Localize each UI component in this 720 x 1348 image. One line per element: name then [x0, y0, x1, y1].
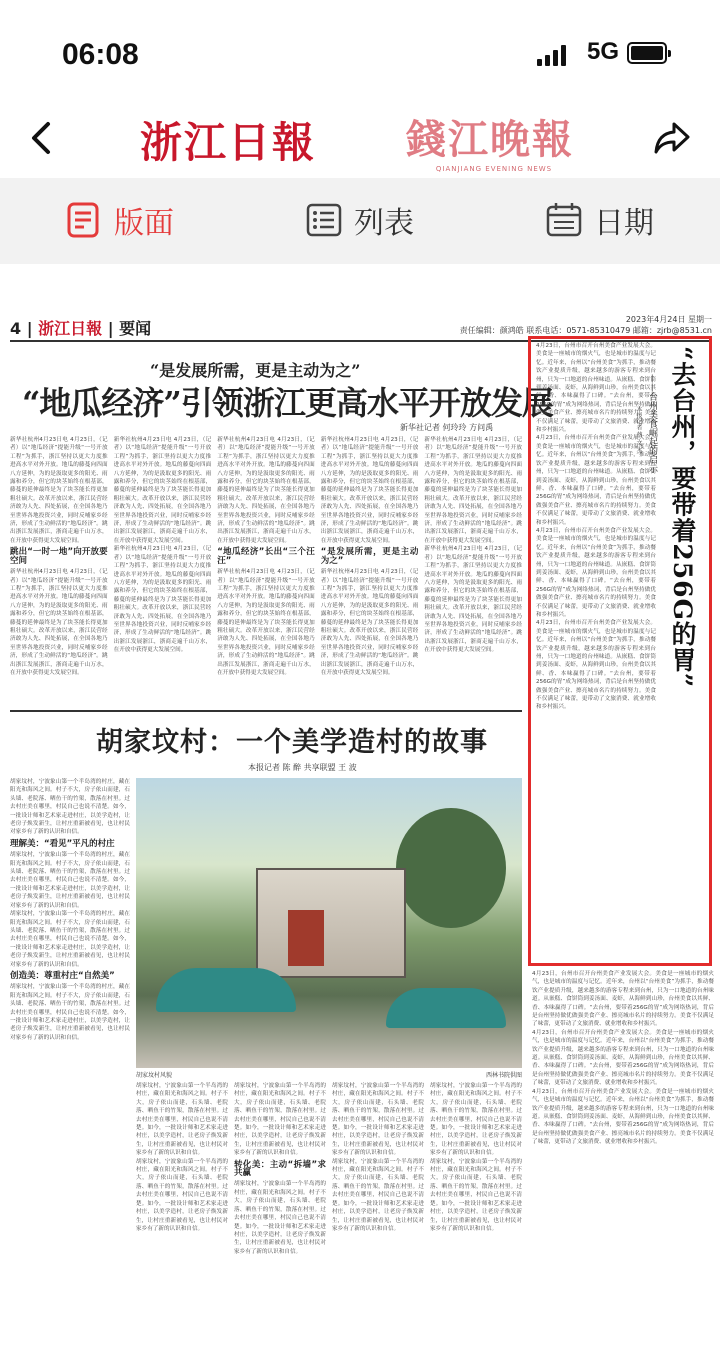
feature-body-1c: 胡家坟村，宁波象山第一个半岛湾的村庄，藏在阳光和海风之间。村子不大，房子依山而建，石头墙、老院落、晒鱼干的竹架，散落在村里。过去村庄美在哪里，村民自己也说不清楚。如今，一批设计师和艺术家走进村庄，以美学造村，让老房子焕发新生，让村庄重新被看见，也让村民对家乡有了新的认识和自信。 — [10, 911, 130, 968]
side-body-7: 4月23日，台州市召开台州美食产业发展大会。美食是一座城市的烟火气，也是城市的温度与记忆。近年来，台州以“台州美食”为抓手，推动餐饮产业提质升级，越来越多的游客专程来到台州，只为一口地道的台州味道。从嵌糕、食饼筒到姜汤面、麦虾，从海鲜到山珍，台州美食以其鲜、香、本味赢得了口碑。“去台州，要带着256G的胃”成为网络热词，背后是台州坚持做优做强美食产业、擦亮城市名片的持续努力。美食不仅满足了味蕾，更带动了文旅消费、就业增收和乡村振兴。 — [532, 1088, 714, 1146]
lead-byline: 新华社记者 何玲玲 方问禹 — [400, 423, 494, 432]
share-icon[interactable] — [650, 116, 694, 160]
divider — [10, 710, 522, 712]
side-body-4: 4月23日，台州市召开台州美食产业发展大会。美食是一座城市的烟火气，也是城市的温度与记忆。近年来，台州以“台州美食”为抓手，推动餐饮产业提质升级，越来越多的游客专程来到台州，只为一口地道的台州味道。从嵌糕、食饼筒到姜汤面、麦虾，从海鲜到山珍，台州美食以其鲜、香、本味赢得了口碑。“去台州，要带着256G的胃”成为网络热词，背后是台州坚持做优做强美食产业、擦亮城市名片的持续努力。美食不仅满足了味蕾，更带动了文旅消费、就业增收和乡村振兴。 — [536, 620, 656, 711]
app-top-bar — [0, 100, 720, 178]
lead-body-3: 新华社杭州4月23日电 4月23日，（记者）以“地瓜经济”提能升级“一号开放工程”为抓手，浙江坚持以更大力度推进高水平对外开放。地瓜的藤蔓向四面八方延伸，为的是汲取更多的阳光、雨露和养分，但它的块茎始终在根基部，藤蔓的延伸最终是为了块茎能长得更加粗壮硕大。改革开放以来，浙江民营经济敢为人先、四处拓展，在全国各地乃至世界各地投资兴业，同时反哺家乡经济，形成了生动鲜活的“地瓜经济”。跳出浙江发展浙江，浙商走遍千山万水，在开放中获得更大发展空间。 — [217, 437, 315, 544]
newspaper-page[interactable] — [0, 264, 720, 1348]
photo-window — [288, 910, 324, 966]
battery-icon — [627, 42, 667, 64]
lead-subhead-2: “地瓜经济”长出“三个汪汪” — [217, 547, 315, 566]
paper-tab-qianjiang-title: 錢江晚報 — [406, 116, 574, 163]
feature-body-1d: 胡家坟村，宁波象山第一个半岛湾的村庄，藏在阳光和海风之间。村子不大，房子依山而建，石头墙、老院落、晒鱼干的竹架，散落在村里。过去村庄美在哪里，村民自己也说不清楚。如今，一批设计师和艺术家走进村庄，以美学造村，让老房子焕发新生，让村庄重新被看见，也让村民对家乡有了新的认识和自信。 — [10, 984, 130, 1041]
lead-subhead-1: 跳出“一时一地”向开放要空间 — [10, 547, 108, 566]
paper-tab-zhejiang-daily[interactable]: 浙江日報 — [140, 118, 317, 167]
lead-body-1: 新华社杭州4月23日电 4月23日，（记者）以“地瓜经济”提能升级“一号开放工程”为抓手，浙江坚持以更大力度推进高水平对外开放。地瓜的藤蔓向四面八方延伸，为的是汲取更多的阳光、雨露和养分，但它的块茎始终在根基部，藤蔓的延伸最终是为了块茎能长得更加粗壮硕大。改革开放以来，浙江民营经济敢为人先、四处拓展，在全国各地乃至世界各地投资兴业，同时反哺家乡经济，形成了生动鲜活的“地瓜经济”。跳出浙江发展浙江，浙商走遍千山万水，在开放中获得更大发展空间。 — [10, 437, 108, 544]
tab-layout[interactable] — [66, 198, 174, 242]
side-article-subtitle: ——台州美食崛起的启示 — [647, 374, 657, 473]
photo-caption-left: 胡家坟村风貌 — [136, 1072, 173, 1079]
lead-subhead-3: “是发展所需，更是主动为之” — [320, 547, 419, 566]
page-number: 4 — [10, 319, 22, 338]
side-article-continued[interactable] — [532, 970, 714, 1346]
feature-column-d — [430, 1082, 522, 1342]
page-meta — [460, 314, 712, 336]
lead-body-2: 新华社杭州4月23日电 4月23日，（记者）以“地瓜经济”提能升级“一号开放工程”为抓手，浙江坚持以更大力度推进高水平对外开放。地瓜的藤蔓向四面八方延伸，为的是汲取更多的阳光、雨露和养分，但它的块茎始终在根基部，藤蔓的延伸最终是为了块茎能长得更加粗壮硕大。改革开放以来，浙江民营经济敢为人先、四处拓展，在全国各地乃至世界各地投资兴业，同时反哺家乡经济，形成了生动鲜活的“地瓜经济”。跳出浙江发展浙江，浙商走遍千山万水，在开放中获得更大发展空间。 — [113, 437, 212, 544]
list-icon — [306, 201, 342, 239]
photo-caption — [136, 1070, 522, 1079]
photo-umbrella — [156, 968, 296, 1012]
feature-subhead-1: 理解美：“看见”平凡的村庄 — [10, 838, 115, 849]
lead-column-5 — [424, 436, 522, 704]
feature-column-b — [234, 1082, 326, 1342]
photo-building — [256, 868, 406, 978]
lead-body-3b: 新华社杭州4月23日电 4月23日，（记者）以“地瓜经济”提能升级“一号开放工程”为抓手，浙江坚持以更大力度推进高水平对外开放。地瓜的藤蔓向四面八方延伸，为的是汲取更多的阳光、雨露和养分，但它的块茎始终在根基部，藤蔓的延伸最终是为了块茎能长得更加粗壮硕大。改革开放以来，浙江民营经济敢为人先、四处拓展，在全国各地乃至世界各地投资兴业，同时反哺家乡经济，形成了生动鲜活的“地瓜经济”。跳出浙江发展浙江，浙商走遍千山万水，在开放中获得更大发展空间。 — [217, 569, 315, 676]
lead-column-3 — [217, 436, 315, 704]
lead-column-1 — [10, 436, 108, 704]
feature-column-c — [332, 1082, 424, 1342]
side-body-2: 4月23日，台州市召开台州美食产业发展大会。美食是一座城市的烟火气，也是城市的温度与记忆。近年来，台州以“台州美食”为抓手，推动餐饮产业提质升级，越来越多的游客专程来到台州，只为一口地道的台州味道。从嵌糕、食饼筒到姜汤面、麦虾，从海鲜到山珍，台州美食以其鲜、香、本味赢得了口碑。“去台州，要带着256G的胃”成为网络热词，背后是台州坚持做优做强美食产业、擦亮城市名片的持续努力。美食不仅满足了味蕾，更带动了文旅消费、就业增收和乡村振兴。 — [536, 435, 656, 526]
feature-body-d: 胡家坟村，宁波象山第一个半岛湾的村庄，藏在阳光和海风之间。村子不大，房子依山而建，石头墙、老院落、晒鱼干的竹架，散落在村里。过去村庄美在哪里，村民自己也说不清楚。如今，一批设计师和艺术家走进村庄，以美学造村，让老房子焕发新生，让村庄重新被看见，也让村民对家乡有了新的认识和自信。 — [430, 1083, 522, 1157]
paper-tab-qianjiang-evening[interactable] — [406, 108, 582, 173]
feature-body-d2: 胡家坟村，宁波象山第一个半岛湾的村庄，藏在阳光和海风之间。村子不大，房子依山而建，石头墙、老院落、晒鱼干的竹架，散落在村里。过去村庄美在哪里，村民自己也说不清楚。如今，一批设计师和艺术家走进村庄，以美学造村，让老房子焕发新生，让村庄重新被看见，也让村民对家乡有了新的认识和自信。 — [430, 1158, 522, 1232]
view-tabs — [0, 178, 720, 264]
feature-body-b2: 胡家坟村，宁波象山第一个半岛湾的村庄，藏在阳光和海风之间。村子不大，房子依山而建，石头墙、老院落、晒鱼干的竹架，散落在村里。过去村庄美在哪里，村民自己也说不清楚。如今，一批设计师和艺术家走进村庄，以美学造村，让老房子焕发新生，让村庄重新被看见，也让村民对家乡有了新的认识和自信。 — [234, 1181, 326, 1255]
feature-body-c: 胡家坟村，宁波象山第一个半岛湾的村庄，藏在阳光和海风之间。村子不大，房子依山而建，石头墙、老院落、晒鱼干的竹架，散落在村里。过去村庄美在哪里，村民自己也说不清楚。如今，一批设计师和艺术家走进村庄，以美学造村，让老房子焕发新生，让村庄重新被看见，也让村民对家乡有了新的认识和自信。 — [332, 1083, 424, 1157]
page-section: 要闻 — [119, 319, 152, 338]
feature-column-a — [136, 1082, 228, 1342]
feature-photo[interactable] — [136, 778, 522, 1068]
tab-date-label: 日期 — [594, 206, 654, 241]
side-body-1: 4月23日，台州市召开台州美食产业发展大会。美食是一座城市的烟火气，也是城市的温度与记忆。近年来，台州以“台州美食”为抓手，推动餐饮产业提质升级，越来越多的游客专程来到台州，只为一口地道的台州味道。从嵌糕、食饼筒到姜汤面、麦虾，从海鲜到山珍，台州美食以其鲜、香、本味赢得了口碑。“去台州，要带着256G的胃”成为网络热词，背后是台州坚持做优做强美食产业、擦亮城市名片的持续努力。美食不仅满足了味蕾，更带动了文旅消费、就业增收和乡村振兴。 — [536, 343, 656, 434]
page-date: 2023年4月24日 星期一 — [625, 315, 712, 324]
page-masthead: 浙江日報 — [38, 319, 103, 338]
tab-date[interactable] — [546, 198, 654, 242]
feature-body-1b: 胡家坟村，宁波象山第一个半岛湾的村庄，藏在阳光和海风之间。村子不大，房子依山而建，石头墙、老院落、晒鱼干的竹架，散落在村里。过去村庄美在哪里，村民自己也说不清楚。如今，一批设计师和艺术家走进村庄，以美学造村，让老房子焕发新生，让村庄重新被看见，也让村民对家乡有了新的认识和自信。 — [10, 852, 130, 909]
feature-subhead-3: 转化美：主动“拆墙”求共赢 — [234, 1159, 326, 1179]
tab-layout-label: 版面 — [114, 206, 174, 241]
lead-column-2 — [114, 436, 212, 704]
feature-body-b: 胡家坟村，宁波象山第一个半岛湾的村庄，藏在阳光和海风之间。村子不大，房子依山而建，石头墙、老院落、晒鱼干的竹架，散落在村里。过去村庄美在哪里，村民自己也说不清楚。如今，一批设计师和艺术家走进村庄，以美学造村，让老房子焕发新生，让村庄重新被看见，也让村民对家乡有了新的认识和自信。 — [234, 1083, 326, 1157]
lead-kicker[interactable]: “是发展所需，更是主动为之” — [150, 361, 361, 380]
lead-article-body[interactable] — [10, 436, 522, 704]
back-arrow-icon[interactable] — [22, 118, 62, 158]
lead-column-4 — [321, 436, 419, 704]
photo-umbrella — [386, 988, 506, 1028]
lead-headline[interactable]: “地瓜经济”引领浙江更高水平开放发展 — [22, 384, 553, 422]
feature-body-c2: 胡家坟村，宁波象山第一个半岛湾的村庄，藏在阳光和海风之间。村子不大，房子依山而建，石头墙、老院落、晒鱼干的竹架，散落在村里。过去村庄美在哪里，村民自己也说不清楚。如今，一批设计师和艺术家走进村庄，以美学造村，让老房子焕发新生，让村庄重新被看见，也让村民对家乡有了新的认识和自信。 — [332, 1158, 424, 1232]
calendar-icon — [546, 201, 582, 239]
side-article-title[interactable]: “去台州，要带着256G的胃” — [668, 346, 697, 689]
network-type: 5G — [587, 38, 620, 65]
photo-tree — [396, 808, 506, 928]
lead-body-1b: 新华社杭州4月23日电 4月23日，（记者）以“地瓜经济”提能升级“一号开放工程”为抓手，浙江坚持以更大力度推进高水平对外开放。地瓜的藤蔓向四面八方延伸，为的是汲取更多的阳光、雨露和养分，但它的块茎始终在根基部，藤蔓的延伸最终是为了块茎能长得更加粗壮硕大。改革开放以来，浙江民营经济敢为人先、四处拓展，在全国各地乃至世界各地投资兴业，同时反哺家乡经济，形成了生动鲜活的“地瓜经济”。跳出浙江发展浙江，浙商走遍千山万水，在开放中获得更大发展空间。 — [10, 569, 108, 676]
lead-body-5: 新华社杭州4月23日电 4月23日，（记者）以“地瓜经济”提能升级“一号开放工程”为抓手，浙江坚持以更大力度推进高水平对外开放。地瓜的藤蔓向四面八方延伸，为的是汲取更多的阳光、雨露和养分，但它的块茎始终在根基部，藤蔓的延伸最终是为了块茎能长得更加粗壮硕大。改革开放以来，浙江民营经济敢为人先、四处拓展，在全国各地乃至世界各地投资兴业，同时反哺家乡经济，形成了生动鲜活的“地瓜经济”。跳出浙江发展浙江，浙商走遍千山万水，在开放中获得更大发展空间。 — [424, 437, 522, 544]
newspaper-icon — [66, 201, 102, 239]
feature-headline[interactable]: 胡家坟村：一个美学造村的故事 — [96, 727, 488, 758]
side-body-3: 4月23日，台州市召开台州美食产业发展大会。美食是一座城市的烟火气，也是城市的温度与记忆。近年来，台州以“台州美食”为抓手，推动餐饮产业提质升级，越来越多的游客专程来到台州，只为一口地道的台州味道。从嵌糕、食饼筒到姜汤面、麦虾，从海鲜到山珍，台州美食以其鲜、香、本味赢得了口碑。“去台州，要带着256G的胃”成为网络热词，背后是台州坚持做优做强美食产业、擦亮城市名片的持续努力。美食不仅满足了味蕾，更带动了文旅消费、就业增收和乡村振兴。 — [536, 527, 656, 618]
tab-list[interactable] — [306, 198, 414, 242]
side-body-5: 4月23日，台州市召开台州美食产业发展大会。美食是一座城市的烟火气，也是城市的温度与记忆。近年来，台州以“台州美食”为抓手，推动餐饮产业提质升级，越来越多的游客专程来到台州，只为一口地道的台州味道。从嵌糕、食饼筒到姜汤面、麦虾，从海鲜到山珍，台州美食以其鲜、香、本味赢得了口碑。“去台州，要带着256G的胃”成为网络热词，背后是台州坚持做优做强美食产业、擦亮城市名片的持续努力。美食不仅满足了味蕾，更带动了文旅消费、就业增收和乡村振兴。 — [532, 971, 714, 1028]
feature-byline: 本报记者 陈 醉 共享联盟 王 波 — [248, 763, 357, 772]
photo-caption-right: 西林书院供图 — [485, 1072, 522, 1079]
paper-tab-qianjiang-english: QIANJIANG EVENING NEWS — [435, 165, 553, 173]
signal-icon — [537, 44, 566, 66]
feature-body-a2: 胡家坟村，宁波象山第一个半岛湾的村庄，藏在阳光和海风之间。村子不大，房子依山而建，石头墙、老院落、晒鱼干的竹架，散落在村里。过去村庄美在哪里，村民自己也说不清楚。如今，一批设计师和艺术家走进村庄，以美学造村，让老房子焕发新生，让村庄重新被看见，也让村民对家乡有了新的认识和自信。 — [136, 1158, 228, 1232]
feature-body-1: 胡家坟村，宁波象山第一个半岛湾的村庄，藏在阳光和海风之间。村子不大，房子依山而建，石头墙、老院落、晒鱼干的竹架，散落在村里。过去村庄美在哪里，村民自己也说不清楚。如今，一批设计师和艺术家走进村庄，以美学造村，让老房子焕发新生，让村庄重新被看见，也让村民对家乡有了新的认识和自信。 — [10, 779, 130, 836]
feature-subhead-2: 创造美：尊重村庄“自然美” — [10, 970, 115, 981]
status-time: 06:08 — [62, 38, 139, 71]
feature-body-a: 胡家坟村，宁波象山第一个半岛湾的村庄，藏在阳光和海风之间。村子不大，房子依山而建，石头墙、老院落、晒鱼干的竹架，散落在村里。过去村庄美在哪里，村民自己也说不清楚。如今，一批设计师和艺术家走进村庄，以美学造村，让老房子焕发新生，让村庄重新被看见，也让村民对家乡有了新的认识和自信。 — [136, 1083, 228, 1157]
feature-left-column[interactable] — [10, 778, 130, 1338]
page-number-section: 4 | 浙江日報 | 要闻 — [10, 319, 152, 338]
side-article-author: 本报记者 蔡 文 杰 — [635, 406, 642, 454]
feature-bottom-columns[interactable] — [136, 1082, 522, 1342]
tab-list-label: 列表 — [354, 206, 414, 241]
lead-body-2b: 新华社杭州4月23日电 4月23日，（记者）以“地瓜经济”提能升级“一号开放工程”为抓手，浙江坚持以更大力度推进高水平对外开放。地瓜的藤蔓向四面八方延伸，为的是汲取更多的阳光、雨露和养分，但它的块茎始终在根基部，藤蔓的延伸最终是为了块茎能长得更加粗壮硕大。改革开放以来，浙江民营经济敢为人先、四处拓展，在全国各地乃至世界各地投资兴业，同时反哺家乡经济，形成了生动鲜活的“地瓜经济”。跳出浙江发展浙江，浙商走遍千山万水，在开放中获得更大发展空间。 — [113, 546, 212, 654]
side-body-6: 4月23日，台州市召开台州美食产业发展大会。美食是一座城市的烟火气，也是城市的温度与记忆。近年来，台州以“台州美食”为抓手，推动餐饮产业提质升级，越来越多的游客专程来到台州，只为一口地道的台州味道。从嵌糕、食饼筒到姜汤面、麦虾，从海鲜到山珍，台州美食以其鲜、香、本味赢得了口碑。“去台州，要带着256G的胃”成为网络热词，背后是台州坚持做优做强美食产业、擦亮城市名片的持续努力。美食不仅满足了味蕾，更带动了文旅消费、就业增收和乡村振兴。 — [532, 1029, 714, 1087]
page-editor: 责任编辑：颜鸿皓 联系电话：0571-85310479 邮箱：zjrb@8531.cn — [459, 326, 712, 335]
status-bar — [0, 0, 720, 100]
lead-body-5b: 新华社杭州4月23日电 4月23日，（记者）以“地瓜经济”提能升级“一号开放工程”为抓手，浙江坚持以更大力度推进高水平对外开放。地瓜的藤蔓向四面八方延伸，为的是汲取更多的阳光、雨露和养分，但它的块茎始终在根基部，藤蔓的延伸最终是为了块茎能长得更加粗壮硕大。改革开放以来，浙江民营经济敢为人先、四处拓展，在全国各地乃至世界各地投资兴业，同时反哺家乡经济，形成了生动鲜活的“地瓜经济”。跳出浙江发展浙江，浙商走遍千山万水，在开放中获得更大发展空间。 — [424, 546, 522, 654]
lead-body-4: 新华社杭州4月23日电 4月23日，（记者）以“地瓜经济”提能升级“一号开放工程”为抓手，浙江坚持以更大力度推进高水平对外开放。地瓜的藤蔓向四面八方延伸，为的是汲取更多的阳光、雨露和养分，但它的块茎始终在根基部，藤蔓的延伸最终是为了块茎能长得更加粗壮硕大。改革开放以来，浙江民营经济敢为人先、四处拓展，在全国各地乃至世界各地投资兴业，同时反哺家乡经济，形成了生动鲜活的“地瓜经济”。跳出浙江发展浙江，浙商走遍千山万水，在开放中获得更大发展空间。 — [320, 437, 419, 544]
lead-body-4b: 新华社杭州4月23日电 4月23日，（记者）以“地瓜经济”提能升级“一号开放工程”为抓手，浙江坚持以更大力度推进高水平对外开放。地瓜的藤蔓向四面八方延伸，为的是汲取更多的阳光、雨露和养分，但它的块茎始终在根基部，藤蔓的延伸最终是为了块茎能长得更加粗壮硕大。改革开放以来，浙江民营经济敢为人先、四处拓展，在全国各地乃至世界各地投资兴业，同时反哺家乡经济，形成了生动鲜活的“地瓜经济”。跳出浙江发展浙江，浙商走遍千山万水，在开放中获得更大发展空间。 — [320, 569, 419, 676]
